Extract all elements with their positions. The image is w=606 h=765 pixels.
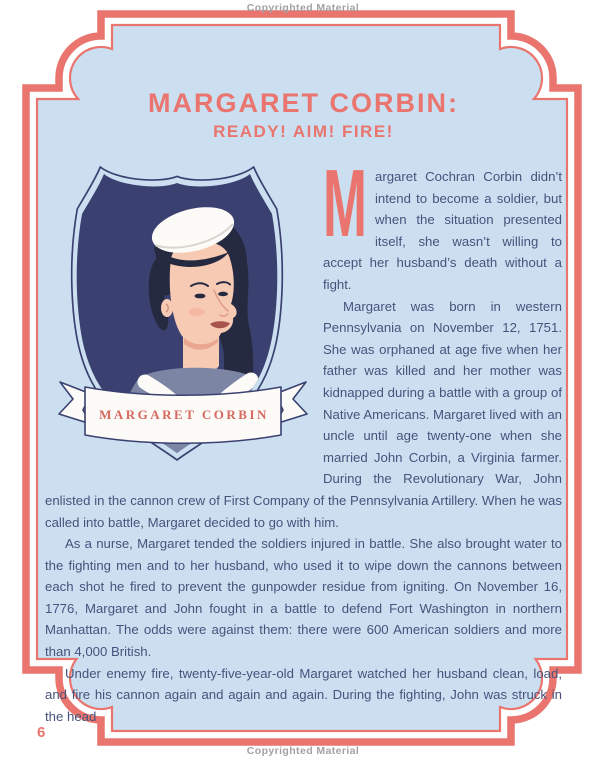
page-number: 6 <box>37 724 46 741</box>
copyright-notice-top: Copyrighted Material <box>246 2 360 14</box>
page-content <box>45 88 562 727</box>
banner-label: MARGARET CORBIN <box>99 407 269 422</box>
article-body <box>45 150 562 727</box>
paragraph-2: Margaret was born in western Pennsylvania on November 12, 1751. She was orphaned at age five when her father was killed and her mother was kidnapped during a battle with a group of Native Americans. Margaret lived with an uncle until age twenty-one when she married John Corbin, a Virginia farmer. During the Revolutionary War, John enlisted in the cannon crew of First Company of the Pennsylvania Artillery. When he was called into battle, Margaret decided to go with him. <box>45 298 562 530</box>
drop-cap: M <box>323 150 367 257</box>
copyright-notice-bottom: Copyrighted Material <box>246 745 360 757</box>
eye-right <box>218 292 228 296</box>
paragraph-3: As a nurse, Margaret tended the soldiers injured in battle. She also brought water to the fighting men and to her husband, who used it to wipe down the cannons between each shot he fired to prevent the gunpowder residue from igniting. On November 16, 1776, Margaret and John fought in a battle to defend Fort Washington in northern Manhattan. The odds were against them: there were 600 American soldiers and more than 4,000 British. <box>45 536 562 660</box>
eye-left <box>195 294 206 299</box>
ear <box>161 299 173 317</box>
page-subtitle: READY! AIM! FIRE! <box>213 122 394 141</box>
page-title: MARGARET CORBIN: <box>148 88 459 118</box>
paragraph-1-text: argaret Cochran Corbin didn’t intend to become a soldier, but when the situation presented itself, she wasn’t willing to accept her husband’s death without a fight. <box>323 169 562 292</box>
cheek-blush <box>189 308 205 316</box>
margaret-corbin-portrait-illustration <box>45 166 315 468</box>
paragraph-4: Under enemy fire, twenty-five-year-old Margaret watched her husband clean, load, and fire his cannon again and again and again. During the fighting, John was struck in the head <box>45 665 562 724</box>
